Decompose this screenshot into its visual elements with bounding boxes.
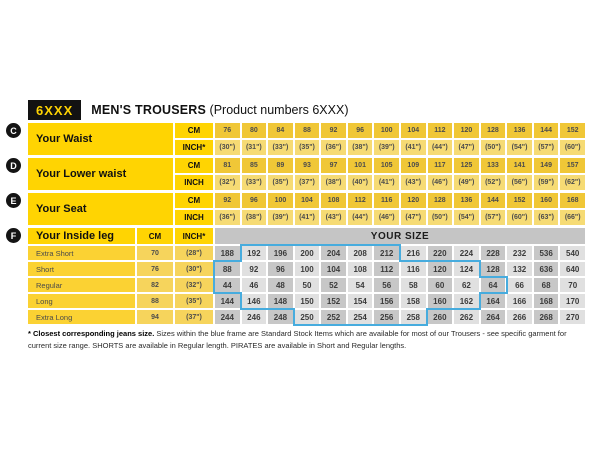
cm-value-cell: 120 [401, 193, 426, 208]
leg-row-name: Extra Short [28, 246, 135, 260]
cm-value-cell: 100 [374, 123, 399, 138]
leg-row-name: Extra Long [28, 310, 135, 324]
cm-value-cell: 144 [481, 193, 506, 208]
leg-inch-cell: (28") [175, 246, 213, 260]
measurement-section [10, 193, 585, 225]
size-cell: 200 [295, 246, 320, 260]
cm-value-cell: 144 [534, 123, 559, 138]
size-cell: 536 [534, 246, 559, 260]
cm-value-cell: 152 [560, 123, 585, 138]
size-cell: 112 [374, 262, 399, 276]
page-title-main: MEN'S TROUSERS [91, 103, 207, 117]
size-cell: 96 [268, 262, 293, 276]
leg-row-name: Regular [28, 278, 135, 292]
size-chart [10, 99, 585, 351]
cm-value-cell: 85 [242, 158, 267, 173]
size-cell: 68 [534, 278, 559, 292]
size-cell: 252 [321, 310, 346, 324]
cm-value-cell: 92 [321, 123, 346, 138]
unit-cm-label: CM [137, 228, 173, 244]
cm-value-cell: 149 [534, 158, 559, 173]
size-cell: 188 [215, 246, 240, 260]
size-cell: 168 [534, 294, 559, 308]
cm-value-cell: 157 [560, 158, 585, 173]
leg-inch-cell: (30") [175, 262, 213, 276]
cm-value-cell: 160 [534, 193, 559, 208]
cm-value-cell: 97 [321, 158, 346, 173]
cm-value-cell: 116 [374, 193, 399, 208]
size-cell: 266 [507, 310, 532, 324]
leg-cm-cell: 82 [137, 278, 173, 292]
size-cell: 250 [295, 310, 320, 324]
inch-value-cell: (31") [242, 140, 267, 155]
size-grid [10, 228, 585, 324]
cm-value-cell: 100 [268, 193, 293, 208]
size-cell: 52 [321, 278, 346, 292]
inch-value-cell: (59") [534, 175, 559, 190]
leg-row-name: Short [28, 262, 135, 276]
size-cell: 146 [242, 294, 267, 308]
size-cell: 224 [454, 246, 479, 260]
size-cell: 158 [401, 294, 426, 308]
size-cell: 46 [242, 278, 267, 292]
size-cell: 248 [268, 310, 293, 324]
cm-value-cell: 104 [401, 123, 426, 138]
cm-value-cell: 109 [401, 158, 426, 173]
cm-value-cell: 128 [481, 123, 506, 138]
inch-value-cell: (39") [374, 140, 399, 155]
section-label: Your Waist [28, 123, 173, 155]
your-size-header: YOUR SIZE [215, 228, 585, 244]
size-cell: 220 [428, 246, 453, 260]
size-cell: 64 [481, 278, 506, 292]
inch-value-cell: (47") [401, 210, 426, 225]
size-cell: 212 [374, 246, 399, 260]
size-cell: 246 [242, 310, 267, 324]
footnote [28, 328, 585, 351]
cm-value-cell: 125 [454, 158, 479, 173]
inch-value-cell: (41") [374, 175, 399, 190]
size-cell: 56 [374, 278, 399, 292]
size-cell: 640 [560, 262, 585, 276]
size-cell: 244 [215, 310, 240, 324]
inch-value-cell: (57") [481, 210, 506, 225]
measurement-section [10, 158, 585, 190]
cm-value-cell: 136 [507, 123, 532, 138]
size-cell: 208 [348, 246, 373, 260]
size-cell: 116 [401, 262, 426, 276]
size-cell: 70 [560, 278, 585, 292]
cm-value-cell: 128 [428, 193, 453, 208]
size-cell: 258 [401, 310, 426, 324]
section-letter: E [6, 193, 21, 208]
cm-value-cell: 81 [215, 158, 240, 173]
inch-value-cell: (63") [534, 210, 559, 225]
inch-value-cell: (30") [215, 140, 240, 155]
section-letter: F [6, 228, 21, 243]
size-cell: 228 [481, 246, 506, 260]
inch-value-cell: (40") [348, 175, 373, 190]
cm-value-cell: 117 [428, 158, 453, 173]
inch-value-cell: (60") [507, 210, 532, 225]
size-cell: 192 [242, 246, 267, 260]
size-cell: 270 [560, 310, 585, 324]
size-cell: 216 [401, 246, 426, 260]
measurement-sections [10, 123, 585, 225]
size-cell: 148 [268, 294, 293, 308]
cm-value-cell: 120 [454, 123, 479, 138]
size-cell: 162 [454, 294, 479, 308]
leg-cm-cell: 88 [137, 294, 173, 308]
cm-value-cell: 80 [242, 123, 267, 138]
size-cell: 268 [534, 310, 559, 324]
unit-cm-label: CM [175, 123, 213, 138]
inch-value-cell: (56") [507, 175, 532, 190]
cm-value-cell: 141 [507, 158, 532, 173]
size-cell: 264 [481, 310, 506, 324]
size-cell: 636 [534, 262, 559, 276]
cm-value-cell: 112 [348, 193, 373, 208]
size-cell: 128 [481, 262, 506, 276]
section-label: Your Lower waist [28, 158, 173, 190]
size-cell: 152 [321, 294, 346, 308]
cm-value-cell: 92 [215, 193, 240, 208]
leg-row-name: Long [28, 294, 135, 308]
footnote-text: Sizes within the blue frame are Standard Stock Items which are available for most of our Trousers - see specific garment for current size range. SHORTS are available in Regular length. PIRATES are available in Short and Regular lengths. [28, 329, 567, 350]
size-cell: 100 [295, 262, 320, 276]
inch-value-cell: (54") [454, 210, 479, 225]
size-cell: 160 [428, 294, 453, 308]
cm-value-cell: 133 [481, 158, 506, 173]
leg-cm-cell: 94 [137, 310, 173, 324]
leg-cm-cell: 70 [137, 246, 173, 260]
size-cell: 66 [507, 278, 532, 292]
inch-value-cell: (46") [374, 210, 399, 225]
inch-value-cell: (37") [295, 175, 320, 190]
cm-value-cell: 104 [295, 193, 320, 208]
size-cell: 154 [348, 294, 373, 308]
cm-value-cell: 152 [507, 193, 532, 208]
unit-inch-label: INCH [175, 175, 213, 190]
size-cell: 164 [481, 294, 506, 308]
size-cell: 104 [321, 262, 346, 276]
leg-inch-cell: (37") [175, 310, 213, 324]
inch-value-cell: (38") [242, 210, 267, 225]
footnote-bold: * Closest corresponding jeans size. [28, 329, 155, 338]
unit-inch-label: INCH* [175, 228, 213, 244]
size-cell: 204 [321, 246, 346, 260]
size-cell: 60 [428, 278, 453, 292]
cm-value-cell: 96 [242, 193, 267, 208]
size-cell: 156 [374, 294, 399, 308]
size-cell: 44 [215, 278, 240, 292]
inside-leg-label: Your Inside leg [28, 228, 135, 244]
size-cell: 120 [428, 262, 453, 276]
cm-value-cell: 108 [321, 193, 346, 208]
inch-value-cell: (44") [348, 210, 373, 225]
size-cell: 256 [374, 310, 399, 324]
unit-cm-label: CM [175, 193, 213, 208]
size-cell: 124 [454, 262, 479, 276]
size-cell: 166 [507, 294, 532, 308]
inch-value-cell: (32") [215, 175, 240, 190]
inch-value-cell: (41") [401, 140, 426, 155]
inch-value-cell: (52") [481, 175, 506, 190]
inch-value-cell: (50") [428, 210, 453, 225]
blue-frame-segment [293, 324, 428, 326]
inch-value-cell: (62") [560, 175, 585, 190]
inch-value-cell: (57") [534, 140, 559, 155]
inch-value-cell: (38") [321, 175, 346, 190]
inch-value-cell: (44") [428, 140, 453, 155]
cm-value-cell: 93 [295, 158, 320, 173]
inch-value-cell: (38") [348, 140, 373, 155]
size-cell: 254 [348, 310, 373, 324]
size-cell: 88 [215, 262, 240, 276]
chart-header [28, 99, 585, 121]
cm-value-cell: 136 [454, 193, 479, 208]
size-cell: 92 [242, 262, 267, 276]
inch-value-cell: (35") [295, 140, 320, 155]
size-cell: 150 [295, 294, 320, 308]
inch-value-cell: (33") [268, 140, 293, 155]
size-cell: 262 [454, 310, 479, 324]
inch-value-cell: (41") [295, 210, 320, 225]
cm-value-cell: 112 [428, 123, 453, 138]
page-title [91, 103, 348, 117]
cm-value-cell: 96 [348, 123, 373, 138]
inch-value-cell: (43") [321, 210, 346, 225]
unit-inch-label: INCH* [175, 140, 213, 155]
page-title-sub: (Product numbers 6XXX) [206, 103, 349, 117]
section-letter: D [6, 158, 21, 173]
inch-value-cell: (43") [401, 175, 426, 190]
leg-cm-cell: 76 [137, 262, 173, 276]
inch-value-cell: (35") [268, 175, 293, 190]
inch-value-cell: (36") [321, 140, 346, 155]
measurement-section [10, 123, 585, 155]
unit-cm-label: CM [175, 158, 213, 173]
size-cell: 132 [507, 262, 532, 276]
inch-value-cell: (49") [454, 175, 479, 190]
section-label: Your Seat [28, 193, 173, 225]
product-code-badge: 6XXX [28, 100, 81, 120]
size-cell: 540 [560, 246, 585, 260]
size-cell: 54 [348, 278, 373, 292]
inch-value-cell: (39") [268, 210, 293, 225]
leg-inch-cell: (32") [175, 278, 213, 292]
cm-value-cell: 84 [268, 123, 293, 138]
size-cell: 232 [507, 246, 532, 260]
inch-value-cell: (36") [215, 210, 240, 225]
unit-inch-label: INCH [175, 210, 213, 225]
size-cell: 108 [348, 262, 373, 276]
size-cell: 144 [215, 294, 240, 308]
cm-value-cell: 105 [374, 158, 399, 173]
inch-value-cell: (50") [481, 140, 506, 155]
size-cell: 50 [295, 278, 320, 292]
size-cell: 48 [268, 278, 293, 292]
cm-value-cell: 76 [215, 123, 240, 138]
inch-value-cell: (54") [507, 140, 532, 155]
cm-value-cell: 101 [348, 158, 373, 173]
cm-value-cell: 168 [560, 193, 585, 208]
inch-value-cell: (47") [454, 140, 479, 155]
size-cell: 260 [428, 310, 453, 324]
inch-value-cell: (60") [560, 140, 585, 155]
cm-value-cell: 89 [268, 158, 293, 173]
inch-value-cell: (46") [428, 175, 453, 190]
size-cell: 170 [560, 294, 585, 308]
section-letter: C [6, 123, 21, 138]
size-cell: 196 [268, 246, 293, 260]
inch-value-cell: (33") [242, 175, 267, 190]
size-cell: 62 [454, 278, 479, 292]
size-cell: 58 [401, 278, 426, 292]
cm-value-cell: 88 [295, 123, 320, 138]
leg-inch-cell: (35") [175, 294, 213, 308]
inch-value-cell: (66") [560, 210, 585, 225]
